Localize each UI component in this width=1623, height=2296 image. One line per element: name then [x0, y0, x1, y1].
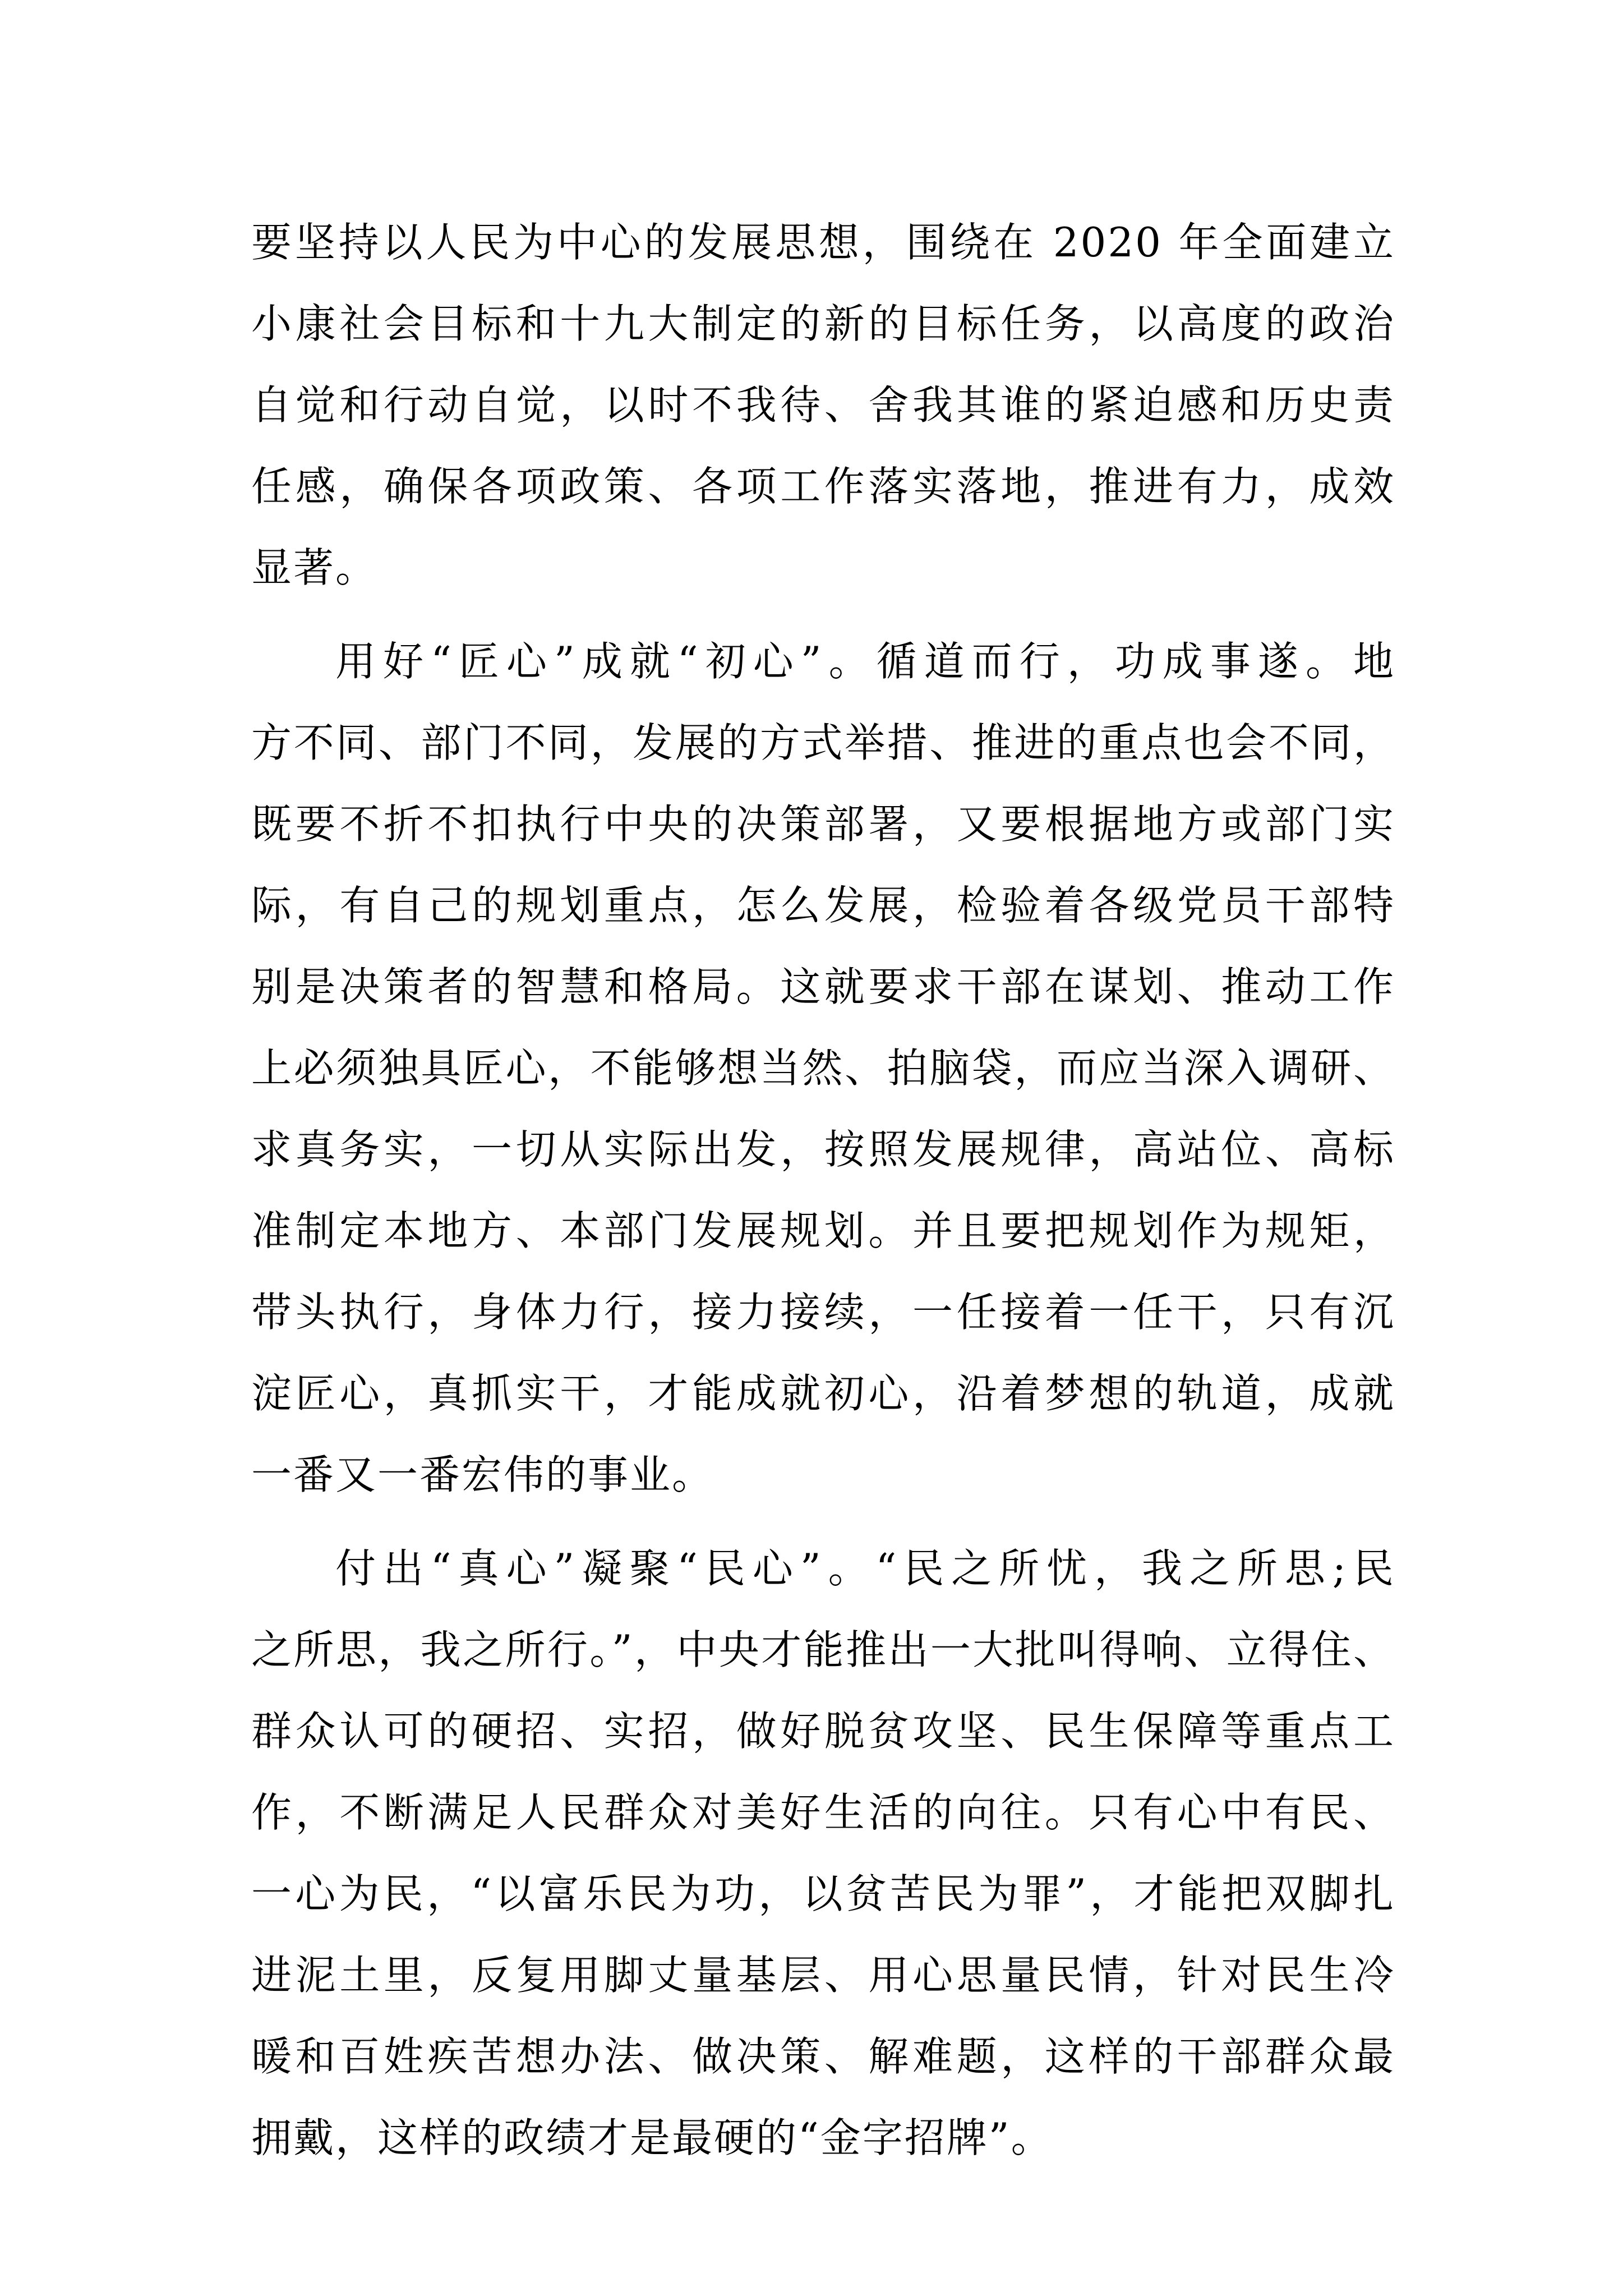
text-line: 要坚持以人民为中心的发展思想，围绕在 2020 年全面建立	[251, 219, 1395, 266]
text-line: 之所思，我之所行。”，中央才能推出一大批叫得响、立得住、	[251, 1626, 1395, 1673]
text-line: 别是决策者的智慧和格局。这就要求干部在谋划、推动工作	[251, 963, 1395, 1010]
text-line: 淀匠心，真抓实干，才能成就初心，沿着梦想的轨道，成就	[251, 1370, 1395, 1417]
text-line: 群众认可的硬招、实招，做好脱贫攻坚、民生保障等重点工	[251, 1708, 1395, 1755]
text-line: 一心为民，“以富乐民为功，以贫苦民为罪”，才能把双脚扎	[251, 1870, 1395, 1917]
text-line: 小康社会目标和十九大制定的新的目标任务，以高度的政治	[251, 300, 1395, 347]
text-line: 方不同、部门不同，发展的方式举措、推进的重点也会不同，	[251, 719, 1395, 766]
text-line: 任感，确保各项政策、各项工作落实落地，推进有力，成效	[251, 463, 1395, 510]
text-line: 求真务实，一切从实际出发，按照发展规律，高站位、高标	[251, 1126, 1395, 1173]
text-line: 付出“真心”凝聚“民心”。“民之所忧，我之所思;民	[335, 1545, 1395, 1592]
paragraph-1	[251, 202, 1395, 609]
text-line: 进泥土里，反复用脚丈量基层、用心思量民情，针对民生冷	[251, 1952, 1395, 1999]
document-body	[251, 202, 1395, 2179]
text-line: 际，有自己的规划重点，怎么发展，检验着各级党员干部特	[251, 882, 1395, 929]
text-line: 既要不折不扣执行中央的决策部署，又要根据地方或部门实	[251, 800, 1395, 848]
text-line: 拥戴，这样的政绩才是最硬的“金字招牌”。	[251, 2114, 1053, 2161]
text-line: 带头执行，身体力行，接力接续，一任接着一任干，只有沉	[251, 1289, 1395, 1336]
text-line: 一番又一番宏伟的事业。	[251, 1451, 714, 1498]
text-line: 作，不断满足人民群众对美好生活的向往。只有心中有民、	[251, 1789, 1395, 1836]
text-line: 显著。	[251, 544, 378, 591]
text-line: 自觉和行动自觉，以时不我待、舍我其谁的紧迫感和历史责	[251, 381, 1395, 429]
text-line: 上必须独具匠心，不能够想当然、拍脑袋，而应当深入调研、	[251, 1045, 1395, 1092]
text-line: 用好“匠心”成就“初心”。循道而行，功成事遂。地	[335, 638, 1395, 685]
text-line: 暖和百姓疾苦想办法、做决策、解难题，这样的干部群众最	[251, 2033, 1395, 2080]
paragraph-3	[251, 1528, 1395, 2179]
paragraph-2	[251, 621, 1395, 1516]
text-line: 准制定本地方、本部门发展规划。并且要把规划作为规矩，	[251, 1207, 1395, 1254]
